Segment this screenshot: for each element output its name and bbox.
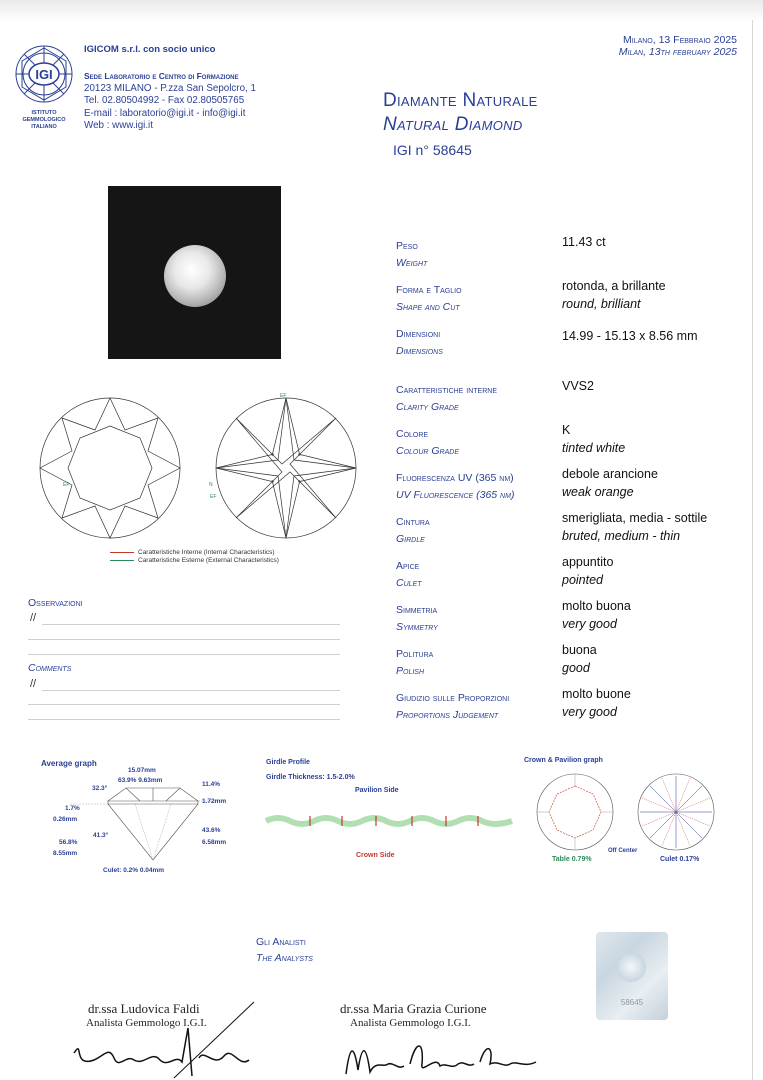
property-value [562,554,613,589]
property-label-en: Proportions Judgement [396,709,499,721]
cp-culet: Culet 0.17% [660,856,700,863]
lab-address: Sede Laboratorio e Centro di Formazione 20123 MILANO - P.zza San Sepolcro, 1 Tel. 02.80504992 - Fax 02.80505765 E-mail : laboratorio@igi.it - info@igi.it Web : www.igi.it [84,71,256,131]
comments-value: // [30,678,37,690]
crown-side-label: Crown Side [356,852,395,859]
comment-line [28,719,340,720]
pavilion-plot-diagram [209,392,357,542]
property-value-it: K [562,423,571,437]
property-label-en: Symmetry [396,621,438,633]
comment-line [42,690,340,691]
property-value [562,422,625,457]
property-label-en: Culet [396,577,422,589]
property-label [396,602,438,636]
ag-culet: Culet: 0.2% 0.04mm [103,867,165,874]
property-label-en: Clarity Grade [396,401,459,413]
property-value-it: 14.99 - 15.13 x 8.56 mm [562,329,698,343]
ag-total-depth-mm: 8.55mm [53,850,78,857]
svg-text:ITALIANO: ITALIANO [31,124,57,130]
property-value-en: very good [562,704,617,719]
property-value-en: tinted white [562,440,626,455]
property-label-it: Politura [396,648,434,660]
girdle-thickness: Girdle Thickness: 1.5-2.0% [266,774,355,781]
top-scan-edge [0,0,763,22]
property-label [396,470,514,504]
crown-plot-diagram [38,396,183,541]
property-label [396,282,462,316]
property-value [562,642,597,677]
observations-value: // [30,612,37,624]
analyst-1-signature [64,998,264,1080]
property-label-it: Fluorescenza UV (365 nm) [396,472,514,484]
property-value [562,234,606,252]
property-label-it: Dimensioni [396,328,441,340]
ag-crown-angle: 32.3° [92,785,108,792]
ag-girdle-pct: 1.7% [65,805,80,812]
ag-diameter: 15.07mm [128,767,156,774]
property-value-en: round, brilliant [562,296,641,311]
analyst-2-name: dr.ssa Maria Grazia Curione [340,1001,487,1016]
hologram-number: 58645 [620,998,644,1007]
ef-mark-top: EF [280,393,287,399]
comments-label: Comments [28,662,72,674]
property-value [562,378,594,396]
property-value-it: molto buone [562,687,631,701]
property-value [562,686,631,721]
ag-total-depth-pct: 56.8% [59,839,78,846]
property-label-it: Caratteristiche interne [396,384,497,396]
ag-crown-height: 11.4% [202,781,221,788]
property-value-it: buona [562,643,597,657]
legend-external-swatch [110,560,134,561]
legend-internal-swatch [110,552,134,553]
property-label-it: Simmetria [396,604,438,616]
property-label [396,238,427,272]
title-it: Diamante Naturale [383,90,538,111]
property-label [396,558,421,592]
analysts-heading: Gli Analisti The Analysts [256,936,313,964]
observations-label: Osservazioni [28,597,83,609]
property-value-it: smerigliata, media - sottile [562,511,708,525]
pavilion-side-label: Pavilion Side [355,787,399,794]
ag-girdle-side: 1.72mm [202,798,227,805]
issue-date: Milano, 13 Febbraio 2025 Milan, 13th february 2025 [618,34,737,58]
average-graph-title: Average graph [41,759,97,768]
title-en: Natural Diamond [383,114,523,135]
cp-off-center: Off Center [608,848,638,854]
ag-pavilion-mm: 6.58mm [202,839,227,846]
property-value-it: rotonda, a brillante [562,279,666,293]
property-label-it: Giudizio sulle Proporzioni [396,692,510,704]
property-label-en: Weight [396,257,428,269]
igi-number: IGI n° 58645 [393,142,472,158]
property-label [396,646,433,680]
property-label-en: Colour Grade [396,445,460,457]
property-label-it: Colore [396,428,429,440]
svg-text:IGI: IGI [35,67,53,82]
ag-pavilion-angle: 41.3° [93,832,109,839]
property-value-en: good [562,660,590,675]
property-value [562,598,631,633]
property-label-en: Girdle [396,533,425,545]
girdle-profile-graph [266,806,512,836]
ag-pavilion-depth: 43.6% [202,827,221,834]
right-border [752,20,753,1080]
observation-line [42,624,340,625]
property-value-it: 11.43 ct [562,235,606,249]
property-label-it: Cintura [396,516,430,528]
analyst-2-signature [340,1034,550,1080]
property-label-it: Apice [396,560,420,572]
property-value [562,466,658,501]
hologram-diamond-icon [616,952,646,982]
cp-table: Table 0.79% [552,856,592,863]
property-label-en: UV Fluorescence (365 nm) [396,489,515,501]
ag-table: 63.9% 9.63mm [118,777,163,784]
property-label [396,326,443,360]
ef-mark-left: EF [63,482,70,488]
diamond-image [164,245,226,307]
pavilion-graph [636,772,716,852]
plot-legend: Caratteristiche Interne (Internal Characteristics) Caratteristiche Esterne (External Characteristics) [110,549,279,565]
observation-line [28,639,340,640]
ef-mark-right: EF [210,494,217,500]
crown-pavilion-title: Crown & Pavilion graph [524,757,603,764]
svg-text:GEMMOLOGICO: GEMMOLOGICO [22,117,66,123]
analyst-1-role: Analista Gemmologo I.G.I. [86,1017,207,1029]
property-value-it: appuntito [562,555,614,569]
girdle-profile-title: Girdle Profile [266,759,310,766]
analyst-2-role: Analista Gemmologo I.G.I. [350,1017,471,1029]
property-value-en: pointed [562,572,604,587]
property-value [562,328,698,346]
average-graph [50,764,250,876]
property-label [396,690,509,724]
property-label-en: Dimensions [396,345,443,357]
property-label [396,382,497,416]
property-label [396,426,459,460]
property-value-en: bruted, medium - thin [562,528,681,543]
crown-graph [535,772,615,852]
igi-logo [12,44,76,134]
property-value-it: molto buona [562,599,631,613]
n-mark: N [209,482,213,488]
property-value-it: debole arancione [562,467,658,481]
property-value-en: very good [562,616,617,631]
property-label-it: Forma e Taglio [396,284,462,296]
comment-line [28,704,340,705]
svg-text:ISTITUTO: ISTITUTO [31,110,57,116]
security-hologram [596,932,668,1020]
property-value-en: weak orange [562,484,634,499]
property-label-en: Polish [396,665,425,677]
ag-girdle-mm: 0.26mm [53,816,78,823]
property-label [396,514,430,548]
observation-line [28,654,340,655]
analyst-1-name: dr.ssa Ludovica Faldi [88,1001,200,1016]
property-label-it: Peso [396,240,418,252]
property-label-en: Shape and Cut [396,301,460,313]
property-value [562,510,707,545]
property-value [562,278,666,313]
lab-name: IGICOM s.r.l. con socio unico [84,44,216,55]
property-value-it: VVS2 [562,379,594,393]
